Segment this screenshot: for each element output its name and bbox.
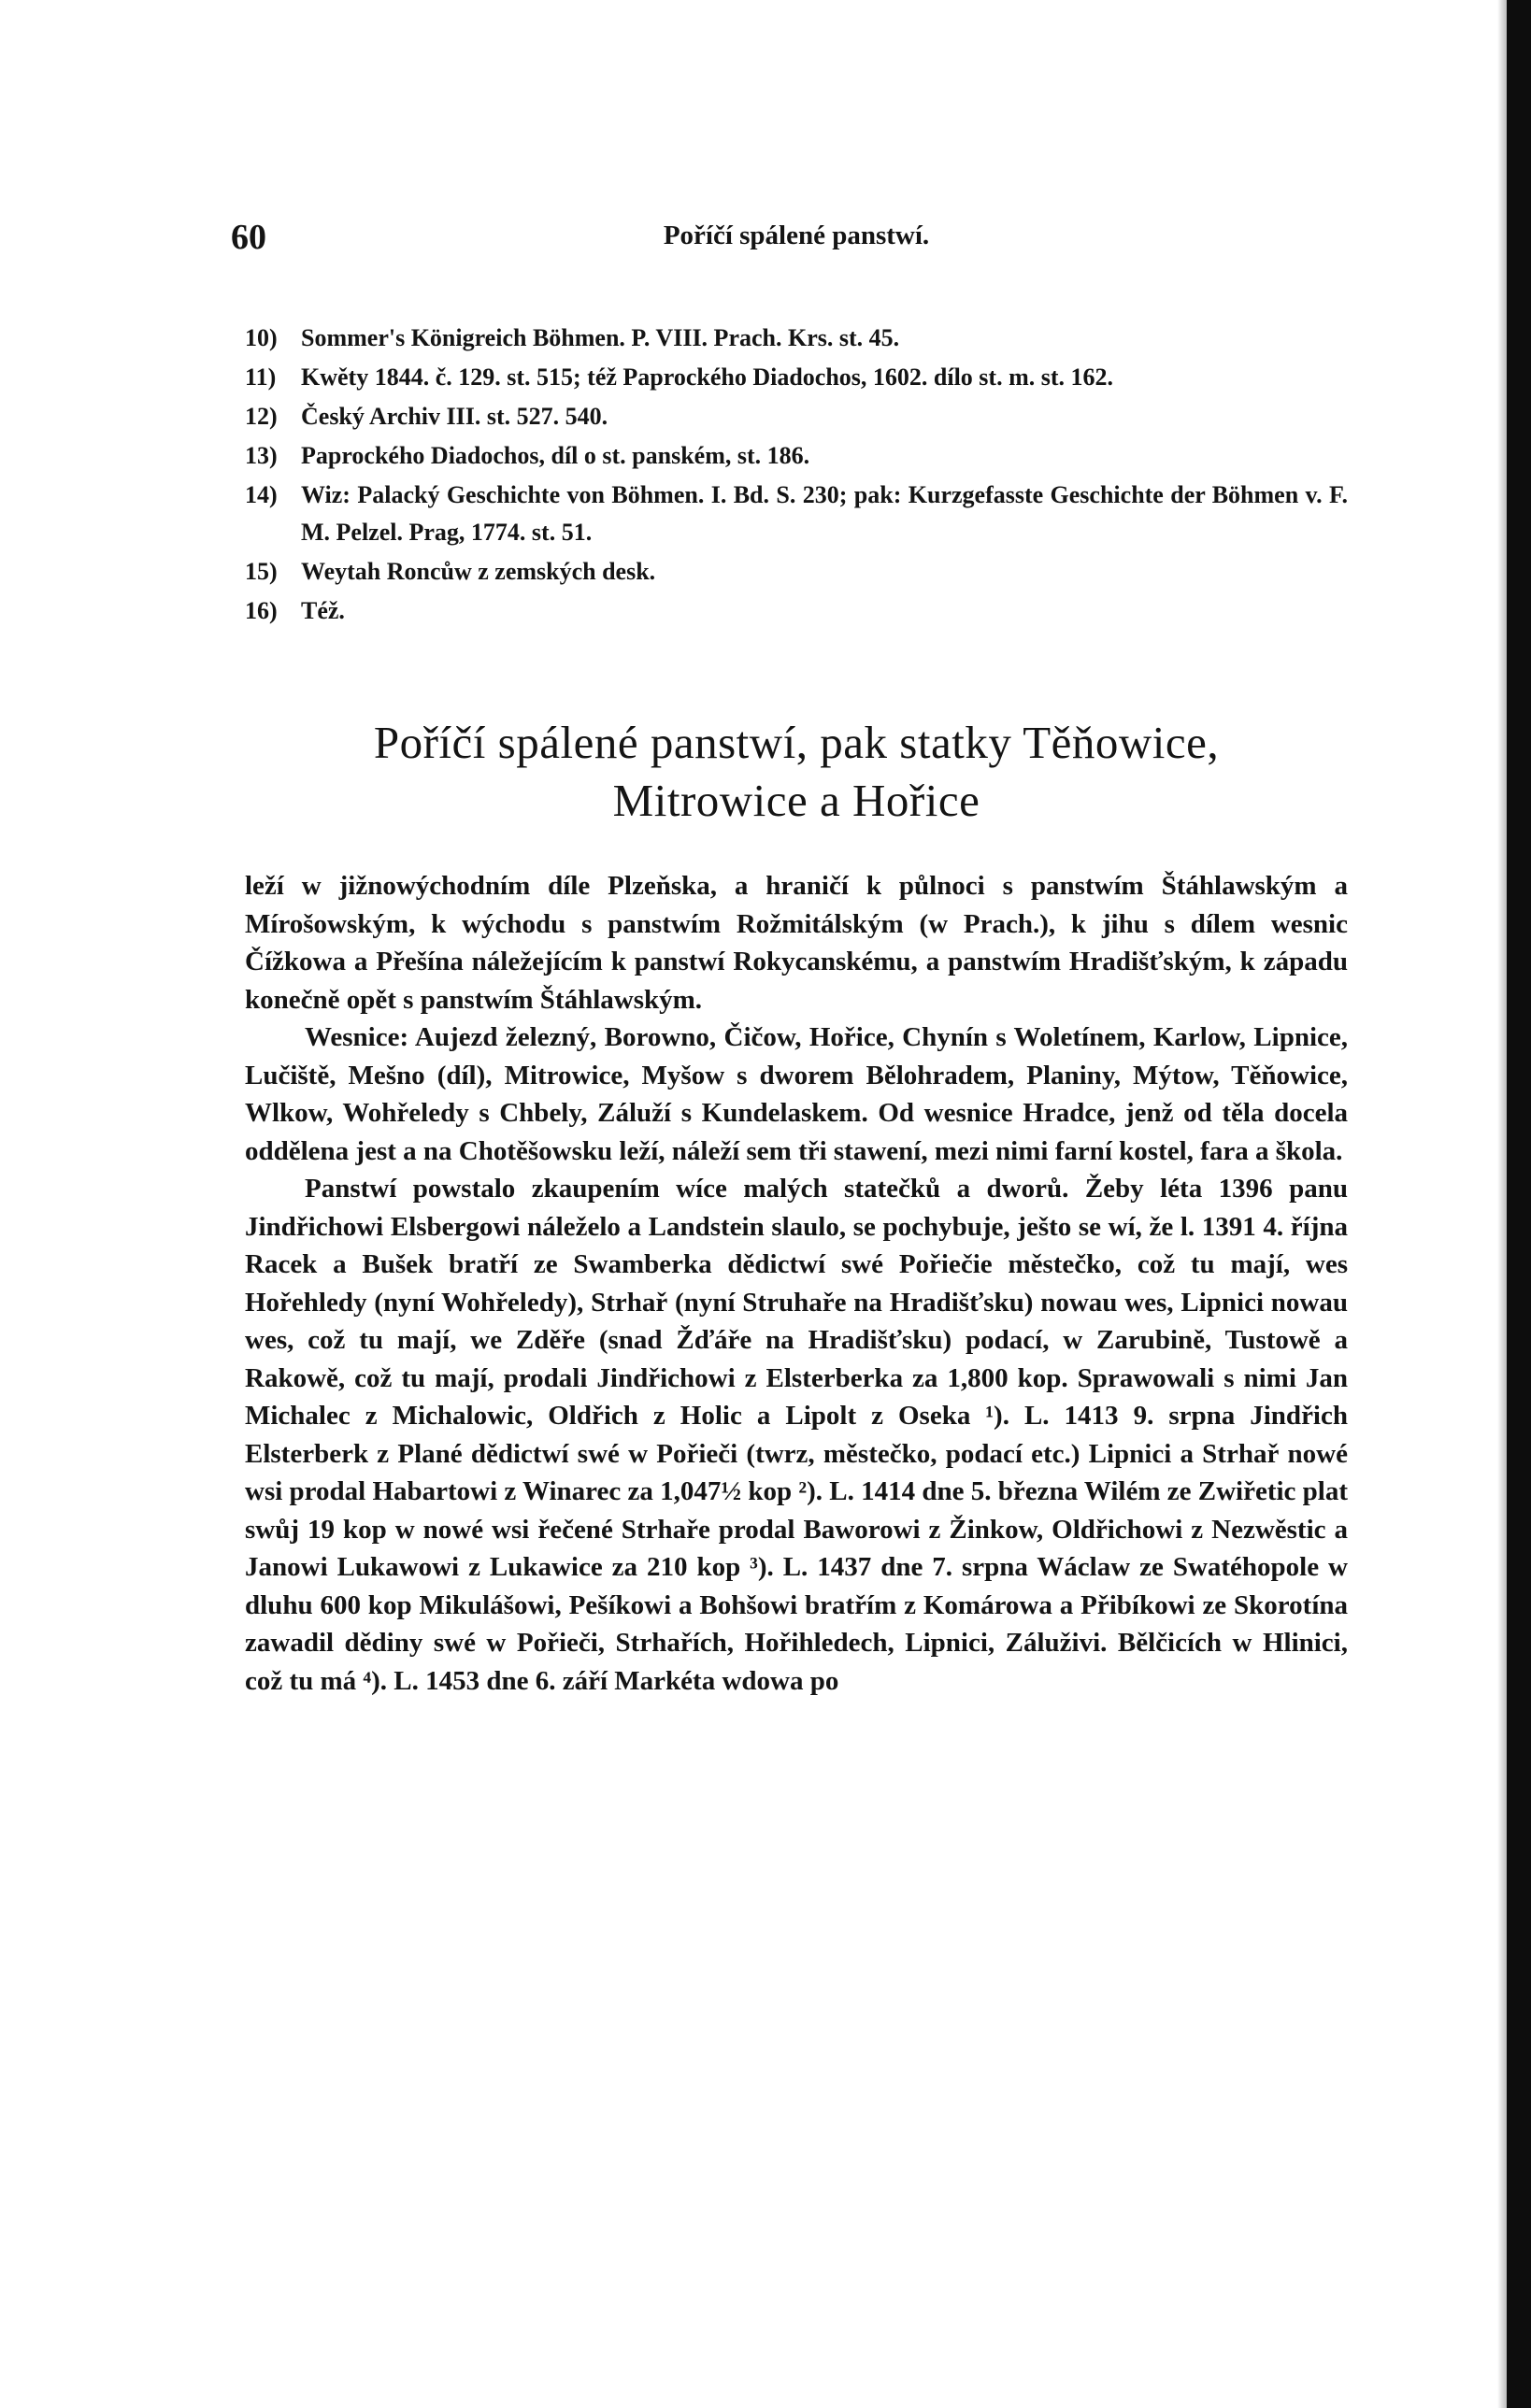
section-title-line-1: Poříčí spálené panstwí, pak statky Těňowice, bbox=[373, 717, 1220, 768]
footnote bbox=[245, 359, 1348, 396]
paragraph: Wesnice: Aujezd železný, Borowno, Čičow, Hořice, Chynín s Woletínem, Karlow, Lipnice, Lučiště, Mešno (díl), Mitrowice, Myšow s dworem Bělohradem, Planiny, Mýtow, Těňowice, Wlkow, Wohřeledy s Chbely, Záluží s Kundelaskem. Od wesnice Hradce, jenž od těla docela oddělena jest a na Chotěšowsku leží, náleží sem tři stawení, mezi nimi farní kostel, fara a škola. bbox=[245, 1022, 1348, 1166]
running-title: Poříčí spálené panstwí. bbox=[663, 221, 930, 250]
footnote-text: Český Archiv III. st. 527. 540. bbox=[301, 403, 608, 430]
scan-page-shadow bbox=[1497, 0, 1507, 2408]
footnote-text: Sommer's Königreich Böhmen. P. VIII. Prach. Krs. st. 45. bbox=[301, 324, 900, 351]
footnote bbox=[245, 437, 1348, 475]
section-title bbox=[245, 714, 1348, 830]
paragraph: Panstwí powstalo zkaupením wíce malých statečků a dworů. Žeby léta 1396 panu Jindřichowi Elsbergowi náleželo a Landstein slaulo, se pochybuje, ješto se wí, že l. 1391 4. října Racek a Bušek bratří ze Swamberka dědictwí swé Pořiečie městečko, což tu mají, wes Hořehledy (nyní Wohřeledy), Strhař (nyní Struhaře na Hradišťsku) nowau wes, Lipnici nowau wes, což tu mají, we Zděře (snad Žďáře na Hradišťsku) podací, w Zarubině, Tustowě a Rakowě, což tu mají, prodali Jindřichowi z Elsterberka za 1,800 kop. Sprawowali s nimi Jan Michalec z Michalowic, Oldřich z Holic a Lipolt z Oseka ¹). L. 1413 9. srpna Jindřich Elsterberk z Plané dědictwí swé w Pořieči (twrz, městečko, podací etc.) Lipnici a Strhař nowé wsi prodal Habartowi z Winarec za 1,047½ kop ²). L. 1414 dne 5. března Wilém ze Zwiřetic plat swůj 19 kop w nowé wsi řečené Strhaře prodal Baworowi z Žinkow, Oldřichowi z Nezwěstic a Janowi Lukawowi z Lukawice za 210 kop ³). L. 1437 dne 7. srpna Wáclaw ze Swatéhopole w dluhu 600 kop Mikulášowi, Pešíkowi a Bohšowi bratřím z Komárowa a Přibíkowi ze Skorotína zawadil dědiny swé w Pořieči, Strhařích, Hořihledech, Lipnici, Záluživi. Bělčicích w Hlinici, což tu má ⁴). L. 1453 dne 6. září Markéta wdowa po bbox=[245, 1174, 1348, 1696]
footnote-text: Paprockého Diadochos, díl o st. panském, st. 186. bbox=[301, 442, 810, 469]
footnotes bbox=[245, 320, 1348, 630]
paragraph: leží w jižnowýchodním díle Plzeňska, a hraničí k půlnoci s panstwím Štáhlawským a Mírošowským, k wýchodu s panstwím Rožmitálským (w Prach.), k jihu s dílem wesnic Čížkowa a Přešína náležejícím k panstwí Rokycanskému, a panstwím Hradišťským, k západu konečně opět s panstwím Štáhlawským. bbox=[245, 871, 1348, 1015]
footnote-text: Též. bbox=[301, 597, 345, 624]
footnote bbox=[245, 320, 1348, 357]
section-title-line-2: Mitrowice a Hořice bbox=[612, 775, 980, 826]
scan-dark-edge bbox=[1507, 0, 1531, 2408]
footnote-text: Weytah Roncůw z zemských desk. bbox=[301, 558, 656, 585]
page-number: 60 bbox=[231, 218, 266, 257]
body-text bbox=[245, 867, 1348, 1700]
footnote-number: 16) bbox=[245, 597, 278, 624]
footnote-number: 12) bbox=[245, 403, 278, 430]
book-page bbox=[231, 211, 1348, 1700]
footnote bbox=[245, 592, 1348, 630]
footnote-number: 13) bbox=[245, 442, 278, 469]
footnote-text: Kwěty 1844. č. 129. st. 515; též Paprockého Diadochos, 1602. dílo st. m. st. 162. bbox=[301, 363, 1114, 391]
footnote-number: 15) bbox=[245, 558, 278, 585]
footnote-number: 10) bbox=[245, 324, 278, 351]
footnote bbox=[245, 553, 1348, 591]
footnote bbox=[245, 477, 1348, 551]
footnote-text: Wiz: Palacký Geschichte von Böhmen. I. Bd. S. 230; pak: Kurzgefasste Geschichte der Böhmen v. F. M. Pelzel. Prag, 1774. st. 51. bbox=[301, 481, 1348, 546]
page-header bbox=[231, 211, 1348, 267]
footnote-number: 14) bbox=[245, 481, 278, 508]
footnote-number: 11) bbox=[245, 363, 277, 391]
footnote bbox=[245, 398, 1348, 435]
